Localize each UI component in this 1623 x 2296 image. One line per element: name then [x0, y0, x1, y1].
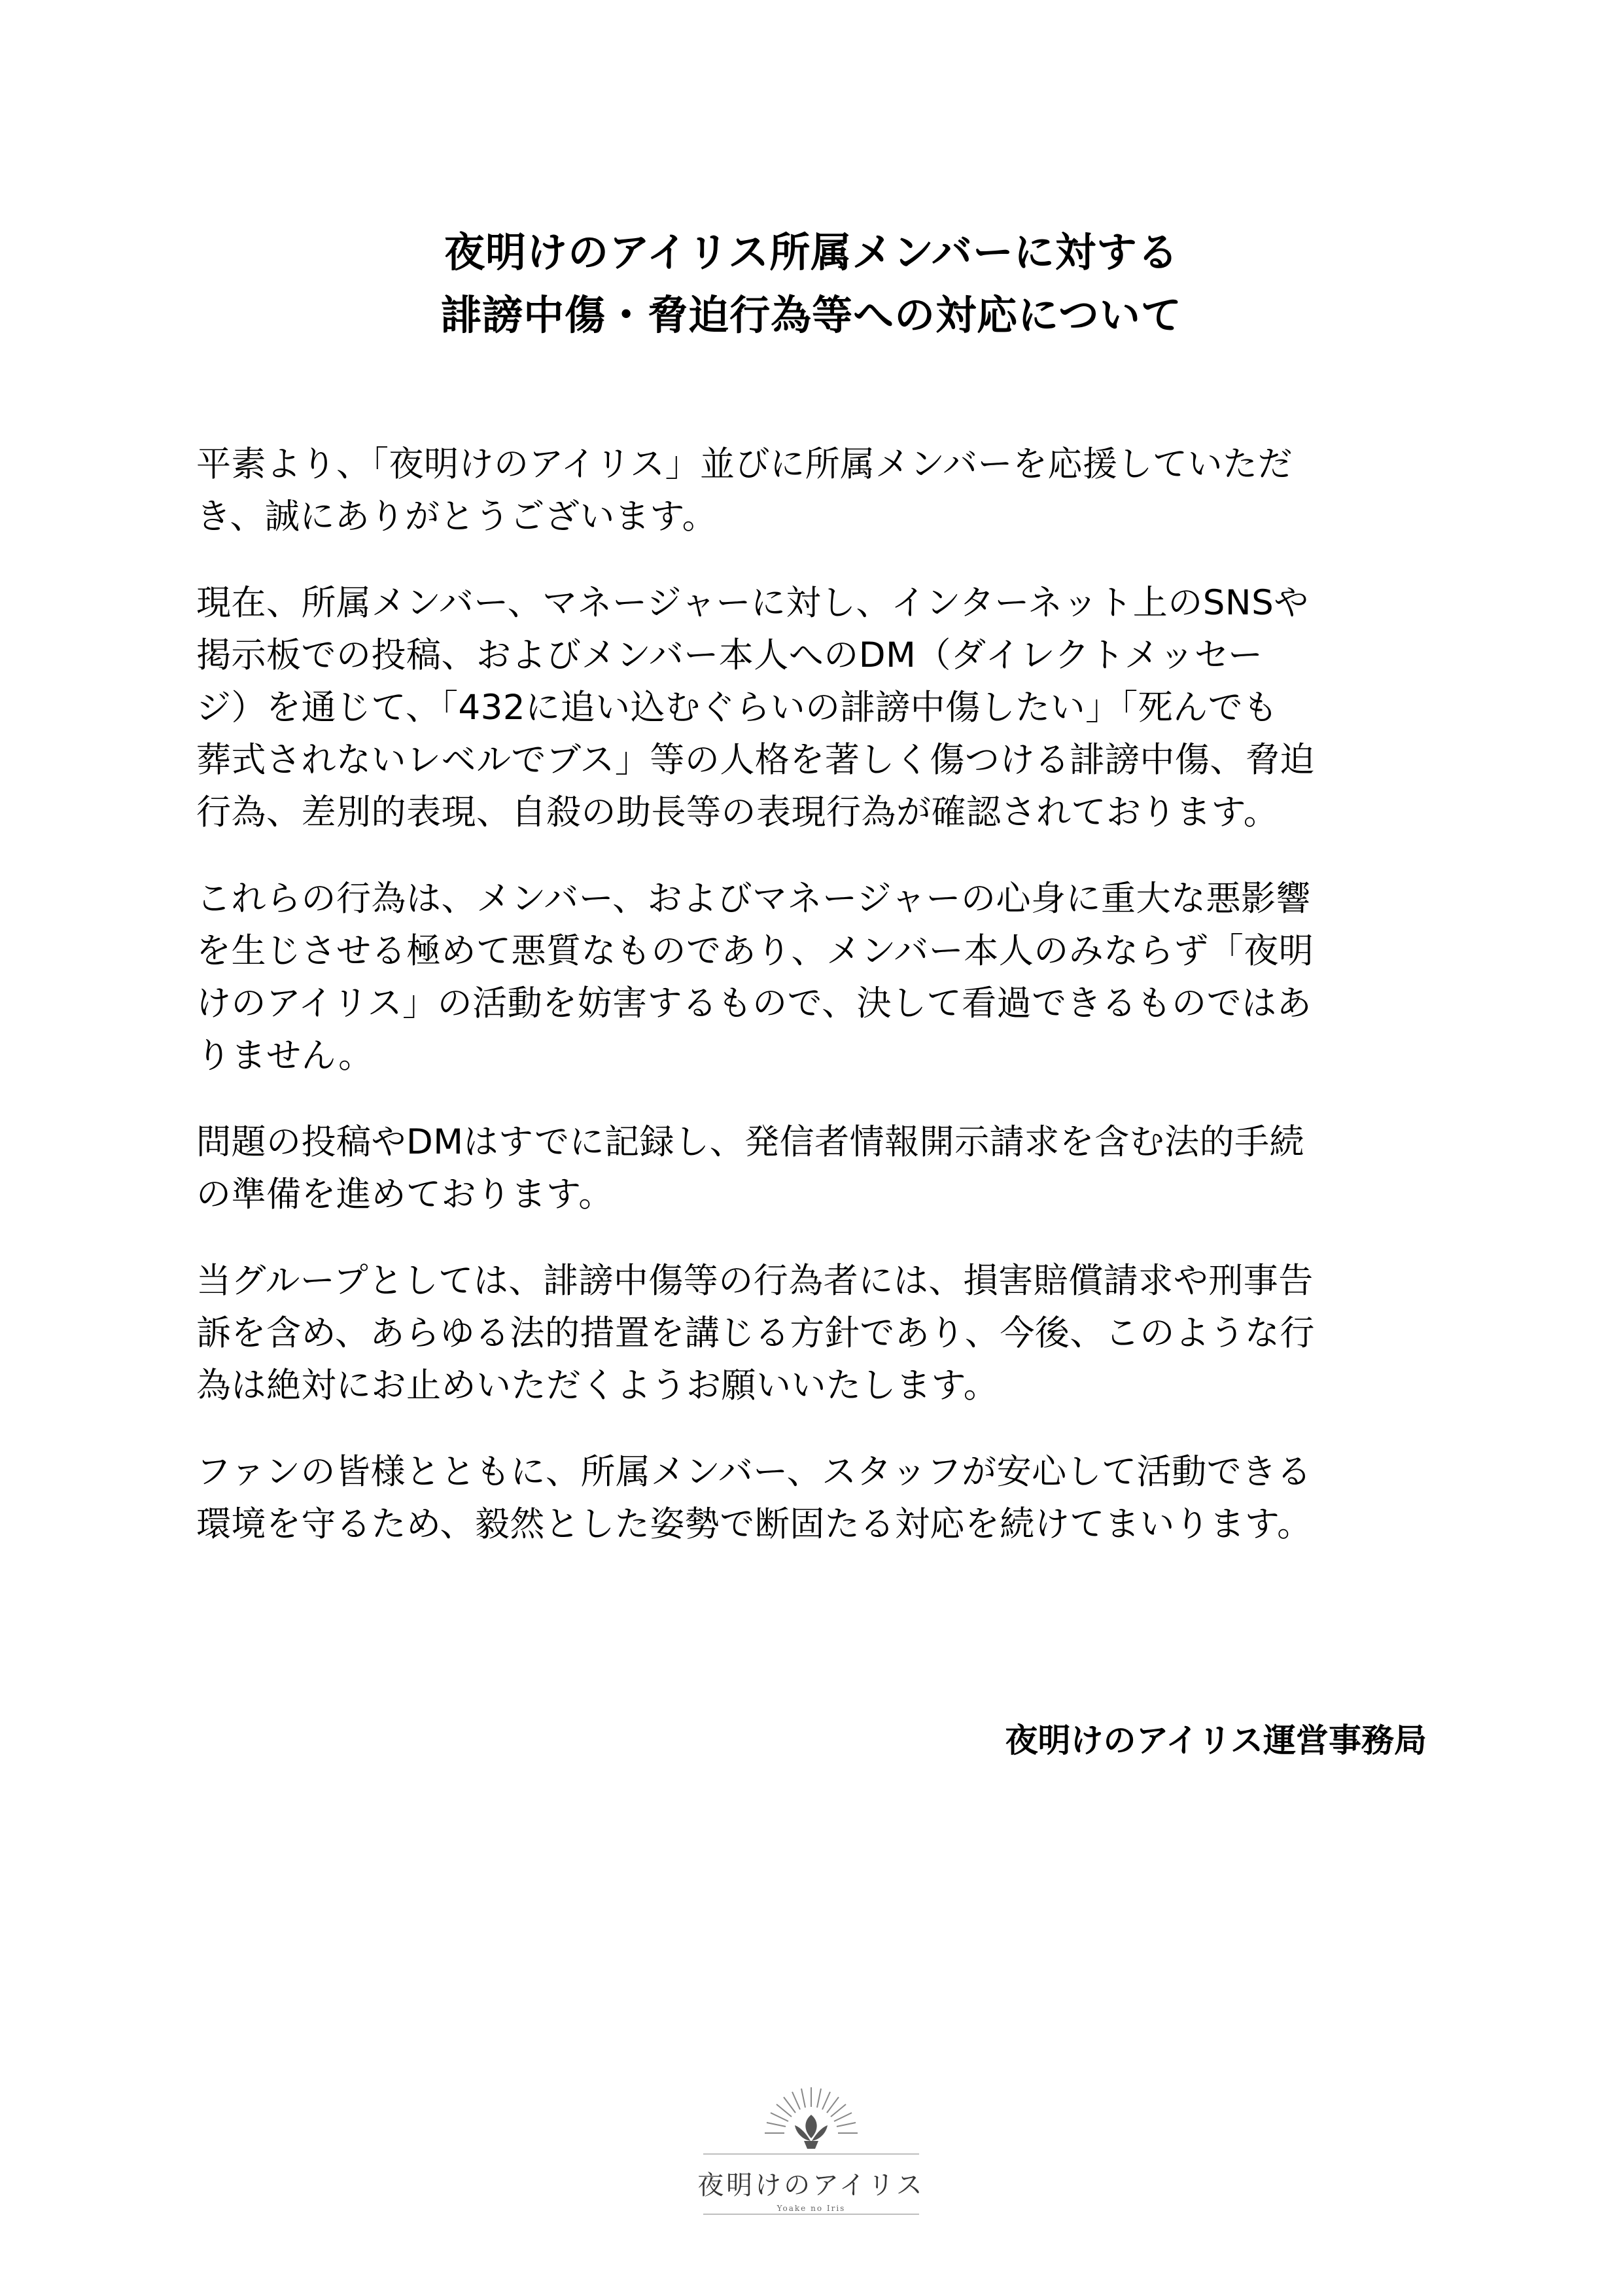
paragraph-line: 環境を守るため、毅然とした姿勢で断固たる対応を続けてまいります。 — [196, 1504, 1312, 1544]
title-line-1: 夜明けのアイリス所属メンバーに対する — [444, 228, 1179, 276]
paragraph-line: 平素より、「夜明けのアイリス」並びに所属メンバーを応援していただ — [196, 444, 1293, 484]
paragraph-line: けのアイリス」の活動を妨害するもので、決して看過できるものではあ — [196, 983, 1312, 1023]
logo-name: 夜明けのアイリス — [697, 2170, 925, 2200]
iris-sunrise-logo-icon — [697, 2081, 926, 2238]
paragraph-line: 当グループとしては、誹謗中傷等の行為者には、損害賠償請求や刑事告 — [196, 1261, 1314, 1301]
signature: 夜明けのアイリス運営事務局 — [1005, 1722, 1427, 1759]
paragraph-line: 問題の投稿やDMはすでに記録し、発信者情報開示請求を含む法的手続 — [196, 1122, 1305, 1162]
paragraph-line: ファンの皆様とともに、所属メンバー、スタッフが安心して活動できる — [196, 1452, 1312, 1492]
title-line-2: 誹謗中傷・脅迫行為等への対応について — [441, 291, 1182, 339]
paragraph-impact — [196, 873, 1433, 1082]
paragraph-line: の準備を進めております。 — [196, 1174, 614, 1214]
paragraph-records — [196, 1116, 1433, 1221]
logo-subtitle: Yoake no Iris — [777, 2204, 846, 2213]
paragraph-line: を生じさせる極めて悪質なものであり、メンバー本人のみならず「夜明 — [196, 931, 1314, 971]
paragraph-line: 訴を含め、あらゆる法的措置を講じる方針であり、今後、このような行 — [196, 1313, 1315, 1353]
paragraph-line: 行為、差別的表現、自殺の助長等の表現行為が確認されております。 — [196, 792, 1279, 832]
paragraph-line: ジ）を通じて、「432に追い込むぐらいの誹謗中傷したい」「死んでも — [196, 688, 1278, 728]
announcement-body — [196, 438, 1433, 1585]
paragraph-situation — [196, 577, 1433, 839]
paragraph-line: き、誠にありがとうございます。 — [196, 497, 718, 537]
paragraph-greeting — [196, 438, 1433, 543]
paragraph-line: 葬式されないレベルでブス」等の人格を著しく傷つける誹謗中傷、脅迫 — [196, 740, 1315, 780]
brand-logo — [697, 2081, 926, 2238]
paragraph-line: 為は絶対にお止めいただくようお願いいたします。 — [196, 1366, 999, 1405]
paragraph-line: これらの行為は、メンバー、およびマネージャーの心身に重大な悪影響 — [196, 879, 1312, 919]
paragraph-line: りません。 — [196, 1036, 374, 1076]
paragraph-closing — [196, 1446, 1433, 1551]
paragraph-legal-action — [196, 1255, 1433, 1412]
paragraph-line: 掲示板での投稿、およびメンバー本人へのDM（ダイレクトメッセー — [196, 635, 1263, 675]
page-title — [0, 221, 1623, 347]
paragraph-line: 現在、所属メンバー、マネージャーに対し、インターネット上のSNSや — [196, 583, 1309, 623]
